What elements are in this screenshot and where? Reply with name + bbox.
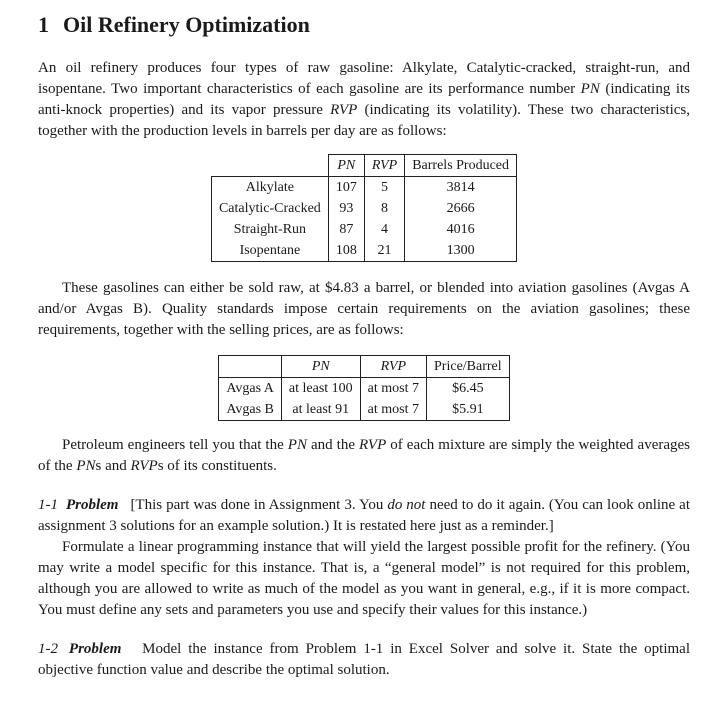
gasoline-pn: 93: [328, 198, 364, 219]
avgas-rvp: at most 7: [360, 378, 426, 400]
gasoline-rvp: 21: [364, 240, 404, 262]
avgas-name: Avgas A: [219, 378, 282, 400]
intro-paragraph: [38, 58, 690, 142]
problem-1-1-emphasis: do not: [387, 497, 426, 513]
gasoline-pn: 87: [328, 219, 364, 240]
section-heading: [38, 12, 690, 38]
avgas-table: [218, 355, 509, 421]
avgas-rvp: at most 7: [360, 399, 426, 421]
avgas-price: $5.91: [427, 399, 510, 421]
problem-1-1-label: Problem: [65, 497, 119, 513]
avgas-pn: at least 91: [281, 399, 360, 421]
section-number: 1: [38, 12, 49, 37]
gasoline-barrels: 4016: [405, 219, 517, 240]
gasoline-rvp: 4: [364, 219, 404, 240]
para3-text-5: s of its constituents.: [157, 458, 277, 474]
gasoline-name: Straight-Run: [211, 219, 328, 240]
para3-text-1: Petroleum engineers tell you that the: [62, 437, 288, 453]
para3-pn: PN: [287, 437, 307, 453]
problem-1-2-label: Problem: [68, 641, 122, 657]
problem-1-2-text: Model the instance from Problem 1-1 in Excel Solver and solve it. State the optimal objective function value and describe the optimal solution.: [38, 641, 691, 678]
gasoline-header-empty: [211, 155, 328, 177]
intro-pn: PN: [580, 81, 600, 97]
problem-1-1-text-1: [This part was done in Assignment 3. You: [130, 497, 388, 513]
intro-text-3: (indicating its volatility). These two characteristics, together with the production levels in barrels per day are as follows:: [38, 102, 690, 139]
intro-text-1: An oil refinery produces four types of raw gasoline: Alkylate, Catalytic-cracked, straight-run, and isopentane. Two important characteristics of each gasoline are its performance number: [38, 60, 690, 97]
gasoline-header-barrels: Barrels Produced: [405, 155, 517, 177]
gasoline-rvp: 5: [364, 177, 404, 199]
gasoline-barrels: 2666: [405, 198, 517, 219]
para3-text-3: of each mixture are simply the weighted averages of the: [38, 437, 691, 474]
problem-1-1: [38, 495, 690, 537]
intro-rvp: RVP: [330, 102, 358, 118]
problem-1-1-number: 1-1: [38, 497, 58, 513]
gasoline-table: [211, 154, 517, 262]
avgas-price: $6.45: [427, 378, 510, 400]
gasoline-name: Alkylate: [211, 177, 328, 199]
document-page: [38, 12, 690, 681]
gasoline-pn: 107: [328, 177, 364, 199]
para3-rvp: RVP: [359, 437, 387, 453]
gasoline-name: Catalytic-Cracked: [211, 198, 328, 219]
para3-rvps: RVP: [130, 458, 158, 474]
intro-text-2: (indicating its anti-knock properties) and its vapor pressure: [38, 81, 690, 118]
para3-pns: PN: [76, 458, 96, 474]
problem-1-2: [38, 639, 690, 681]
avgas-header-pn: PN: [281, 356, 360, 378]
problem-1-1-body: Formulate a linear programming instance that will yield the largest possible profit for the refinery. (You may write a model specific for this instance. That is, a “general model” is not required for this problem, although you are allowed to write as much of the model as you want in general, e.g., if it is more compact. You must define any sets and parameters you use and specify their values for this instance.): [38, 539, 690, 618]
gasoline-barrels: 3814: [405, 177, 517, 199]
avgas-header-rvp: RVP: [360, 356, 426, 378]
para3-text-2: and the: [306, 437, 360, 453]
selling-paragraph: These gasolines can either be sold raw, at $4.83 a barrel, or blended into aviation gasolines (Avgas A and/or Avgas B). Quality standards impose certain requirements on the aviation gasolines; these requirements, together with the selling prices, are as follows:: [38, 280, 690, 338]
avgas-header-price: Price/Barrel: [427, 356, 510, 378]
gasoline-header-pn: PN: [328, 155, 364, 177]
avgas-pn: at least 100: [281, 378, 360, 400]
gasoline-barrels: 1300: [405, 240, 517, 262]
para3-text-4: s and: [95, 458, 131, 474]
avgas-name: Avgas B: [219, 399, 282, 421]
gasoline-header-rvp: RVP: [364, 155, 404, 177]
problem-1-1-text-2: need to do it again. (You can look online at assignment 3 solutions for an example solution.) It is restated here just as a reminder.]: [38, 497, 690, 534]
section-title: Oil Refinery Optimization: [63, 12, 310, 37]
gasoline-rvp: 8: [364, 198, 404, 219]
problem-1-2-number: 1-2: [38, 641, 58, 657]
weighted-average-paragraph: [38, 435, 690, 477]
avgas-header-empty: [219, 356, 282, 378]
gasoline-pn: 108: [328, 240, 364, 262]
gasoline-name: Isopentane: [211, 240, 328, 262]
